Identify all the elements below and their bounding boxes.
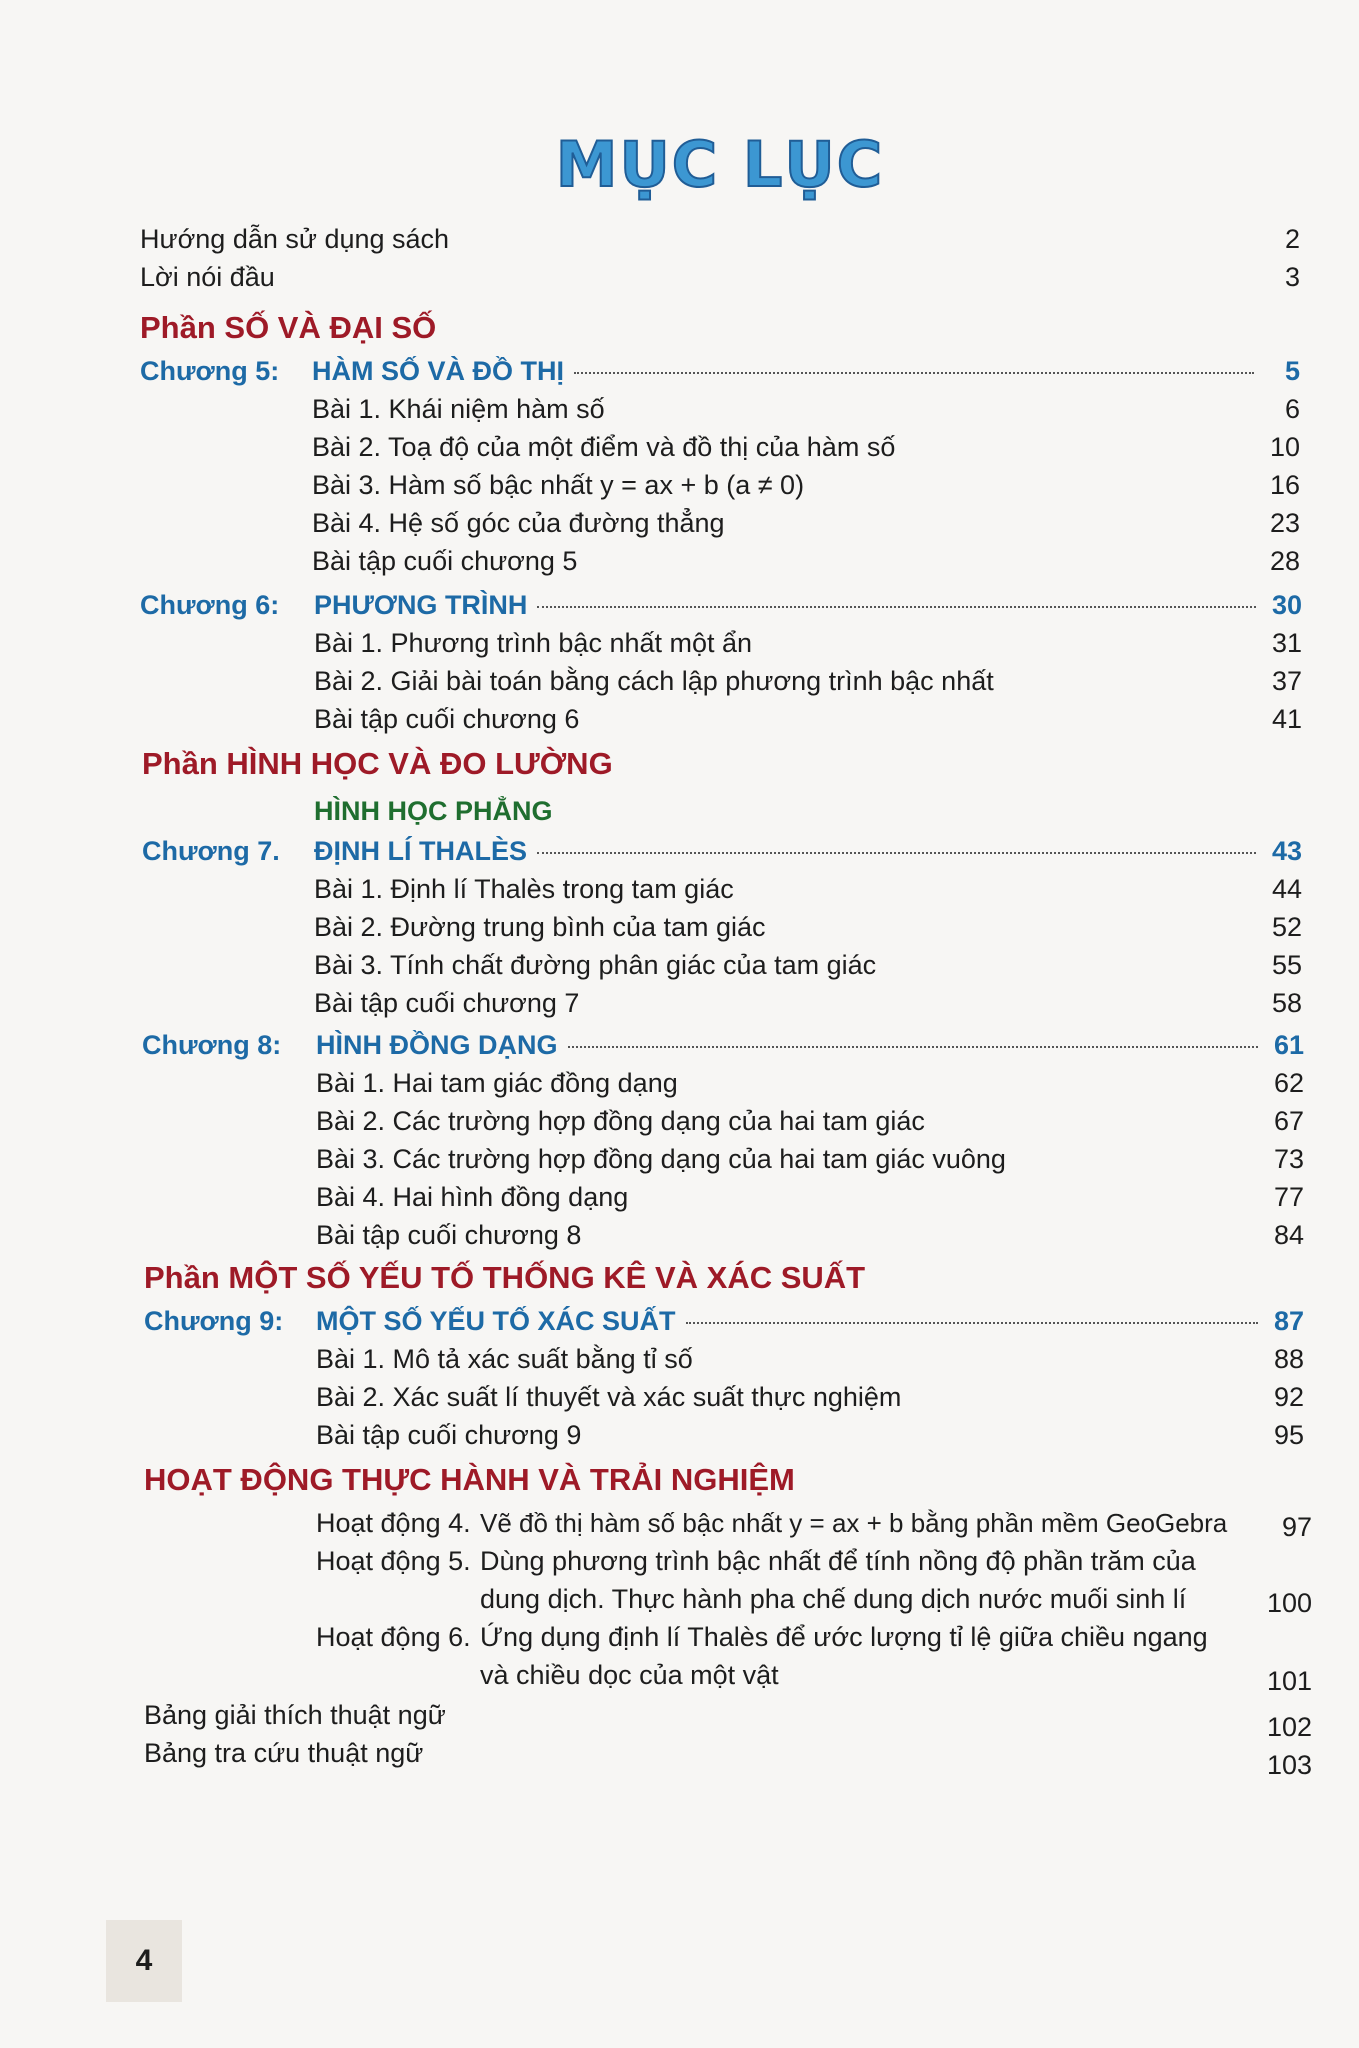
activity-text: và chiều dọc của một vật <box>480 1660 779 1690</box>
chapter-page: 61 <box>1273 1030 1304 1060</box>
chapter-title: MỘT SỐ YẾU TỐ XÁC SUẤT <box>316 1306 676 1336</box>
lesson-label: Bài tập cuối chương 7 <box>314 988 580 1018</box>
lesson-entry[interactable] <box>312 546 1300 577</box>
lesson-label: Bài 2. Các trường hợp đồng dạng của hai tam giác <box>316 1106 925 1136</box>
lesson-entry[interactable] <box>312 470 1300 501</box>
chapter-8-entry[interactable] <box>316 1030 1304 1061</box>
lesson-page: 88 <box>1273 1344 1304 1374</box>
activities-heading: HOẠT ĐỘNG THỰC HÀNH VÀ TRẢI NGHIỆM <box>144 1462 795 1497</box>
entry-page: 3 <box>1284 262 1300 292</box>
lesson-page: 41 <box>1271 704 1302 734</box>
lesson-label: Bài tập cuối chương 5 <box>312 546 578 576</box>
lesson-entry[interactable] <box>316 1382 1304 1413</box>
lesson-entry[interactable] <box>316 1182 1304 1213</box>
page-title: MỤC LỤC <box>555 128 885 201</box>
lesson-entry[interactable] <box>314 704 1302 735</box>
lesson-label: Bài 1. Phương trình bậc nhất một ẩn <box>314 628 753 658</box>
activity-entry[interactable] <box>316 1508 1316 1548</box>
lesson-label: Bài tập cuối chương 9 <box>316 1420 582 1450</box>
activity-text: dung dịch. Thực hành pha chế dung dịch nước muối sinh lí <box>480 1584 1187 1614</box>
chapter-5-entry[interactable] <box>312 356 1300 387</box>
lesson-entry[interactable] <box>316 1420 1304 1451</box>
lesson-page: 95 <box>1273 1420 1304 1450</box>
chapter-title: HÌNH ĐỒNG DẠNG <box>316 1030 558 1060</box>
part-heading: Phần MỘT SỐ YẾU TỐ THỐNG KÊ VÀ XÁC SUẤT <box>144 1260 866 1295</box>
lesson-page: 67 <box>1273 1106 1304 1136</box>
lesson-entry[interactable] <box>316 1144 1304 1175</box>
lesson-page: 62 <box>1273 1068 1304 1098</box>
section-heading: HÌNH HỌC PHẲNG <box>314 796 553 826</box>
activity-text: Vẽ đồ thị hàm số bậc nhất y = ax + b bằng phần mềm GeoGebra <box>480 1508 1228 1538</box>
lesson-page: 10 <box>1269 432 1300 462</box>
lesson-label: Bài 2. Đường trung bình của tam giác <box>314 912 766 942</box>
part-heading: Phần HÌNH HỌC VÀ ĐO LƯỜNG <box>142 746 613 781</box>
entry-label: Bảng tra cứu thuật ngữ <box>144 1738 424 1768</box>
chapter-6-entry[interactable] <box>314 590 1302 621</box>
chapter-page: 30 <box>1271 590 1302 620</box>
lesson-page: 52 <box>1271 912 1302 942</box>
chapter-9-entry[interactable] <box>316 1306 1304 1337</box>
lesson-entry[interactable] <box>316 1220 1304 1251</box>
chapter-page: 43 <box>1271 836 1302 866</box>
chapter-page: 87 <box>1273 1306 1304 1336</box>
lesson-label: Bài 3. Hàm số bậc nhất y = ax + b (a ≠ 0) <box>312 470 805 500</box>
lesson-page: 55 <box>1271 950 1302 980</box>
lesson-label: Bài 3. Tính chất đường phân giác của tam giác <box>314 950 877 980</box>
lesson-entry[interactable] <box>314 874 1302 905</box>
activity-entry[interactable] <box>316 1622 1316 1702</box>
lesson-page: 58 <box>1271 988 1302 1018</box>
lesson-page: 31 <box>1271 628 1302 658</box>
lesson-label: Bài tập cuối chương 8 <box>316 1220 582 1250</box>
lesson-page: 77 <box>1273 1182 1304 1212</box>
chapter-label: Chương 7. <box>142 836 280 866</box>
lesson-page: 23 <box>1269 508 1300 538</box>
page-number: 4 <box>106 1920 182 2002</box>
lesson-entry[interactable] <box>312 508 1300 539</box>
entry-page: 102 <box>1266 1712 1312 1742</box>
lesson-page: 37 <box>1271 666 1302 696</box>
lesson-page: 28 <box>1269 546 1300 576</box>
lesson-entry[interactable] <box>314 628 1302 659</box>
chapter-label: Chương 9: <box>144 1306 284 1336</box>
lesson-entry[interactable] <box>312 432 1300 463</box>
lesson-entry[interactable] <box>314 950 1302 981</box>
entry-label: Hướng dẫn sử dụng sách <box>140 224 450 254</box>
lesson-label: Bài 1. Khái niệm hàm số <box>312 394 605 424</box>
activity-label: Hoạt động 5. <box>316 1546 471 1576</box>
lesson-label: Bài 1. Hai tam giác đồng dạng <box>316 1068 678 1098</box>
lesson-label: Bài 2. Xác suất lí thuyết và xác suất thực nghiệm <box>316 1382 902 1412</box>
activity-label: Hoạt động 4. <box>316 1508 471 1538</box>
lesson-label: Bài tập cuối chương 6 <box>314 704 580 734</box>
toc-entry-guide[interactable] <box>140 224 1300 255</box>
chapter-label: Chương 5: <box>140 356 280 386</box>
lesson-entry[interactable] <box>316 1344 1304 1375</box>
lesson-page: 84 <box>1273 1220 1304 1250</box>
lesson-page: 16 <box>1269 470 1300 500</box>
part-heading: Phần SỐ VÀ ĐẠI SỐ <box>140 310 437 345</box>
lesson-page: 44 <box>1271 874 1302 904</box>
lesson-entry[interactable] <box>314 912 1302 943</box>
activity-page: 100 <box>1266 1588 1312 1618</box>
chapter-title: PHƯƠNG TRÌNH <box>314 590 528 620</box>
activity-label: Hoạt động 6. <box>316 1622 471 1652</box>
lesson-label: Bài 1. Mô tả xác suất bằng tỉ số <box>316 1344 693 1374</box>
entry-label: Bảng giải thích thuật ngữ <box>144 1700 446 1730</box>
chapter-page: 5 <box>1284 356 1300 386</box>
lesson-page: 73 <box>1273 1144 1304 1174</box>
activity-entry[interactable] <box>316 1546 1316 1626</box>
entry-page: 103 <box>1266 1750 1312 1780</box>
activity-page: 97 <box>1281 1512 1312 1542</box>
lesson-entry[interactable] <box>314 666 1302 697</box>
chapter-label: Chương 6: <box>140 590 280 620</box>
lesson-label: Bài 2. Giải bài toán bằng cách lập phương trình bậc nhất <box>314 666 994 696</box>
lesson-entry[interactable] <box>316 1106 1304 1137</box>
chapter-title: HÀM SỐ VÀ ĐỒ THỊ <box>312 356 565 386</box>
chapter-7-entry[interactable] <box>314 836 1302 867</box>
activity-text: Ứng dụng định lí Thalès để ước lượng tỉ lệ giữa chiều ngang <box>480 1622 1208 1652</box>
toc-entry-preface[interactable] <box>140 262 1300 293</box>
lesson-entry[interactable] <box>312 394 1300 425</box>
lesson-page: 6 <box>1284 394 1300 424</box>
lesson-page: 92 <box>1273 1382 1304 1412</box>
toc-entry-glossary[interactable] <box>144 1700 744 1731</box>
activity-text: Dùng phương trình bậc nhất để tính nồng độ phần trăm của <box>480 1546 1196 1576</box>
toc-entry-index[interactable] <box>144 1738 744 1769</box>
lesson-label: Bài 2. Toạ độ của một điểm và đồ thị của hàm số <box>312 432 896 462</box>
chapter-label: Chương 8: <box>142 1030 282 1060</box>
entry-page: 2 <box>1284 224 1300 254</box>
lesson-entry[interactable] <box>316 1068 1304 1099</box>
entry-label: Lời nói đầu <box>140 262 275 292</box>
chapter-title: ĐỊNH LÍ THALÈS <box>314 836 527 866</box>
activity-page: 101 <box>1266 1666 1312 1696</box>
lesson-entry[interactable] <box>314 988 1302 1019</box>
lesson-label: Bài 3. Các trường hợp đồng dạng của hai tam giác vuông <box>316 1144 1006 1174</box>
lesson-label: Bài 4. Hai hình đồng dạng <box>316 1182 629 1212</box>
lesson-label: Bài 1. Định lí Thalès trong tam giác <box>314 874 734 904</box>
lesson-label: Bài 4. Hệ số góc của đường thẳng <box>312 508 725 538</box>
